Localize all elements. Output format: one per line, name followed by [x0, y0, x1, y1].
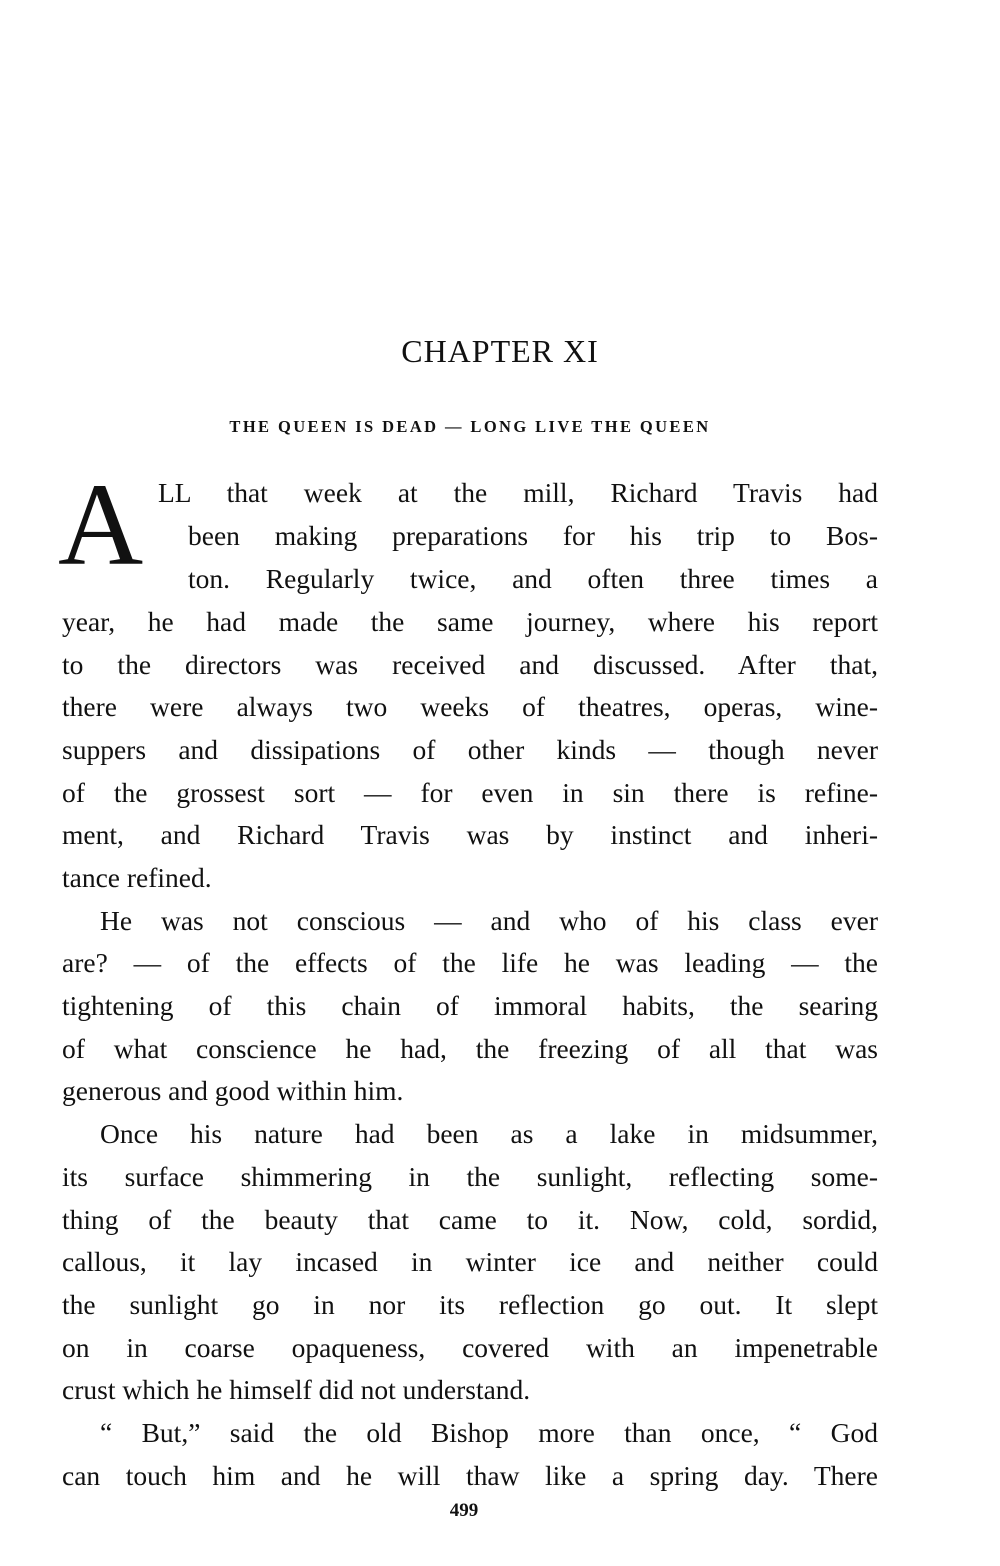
text-line: tightening of this chain of immoral habits, the searing — [62, 990, 878, 1021]
text-line: Once his nature had been as a lake in midsummer, — [100, 1118, 878, 1149]
text-line: the sunlight go in nor its reflection go out. It slept — [62, 1289, 878, 1320]
text-line: been making preparations for his trip to Bos- — [188, 520, 878, 551]
text-line: He was not conscious — and who of his class ever — [100, 905, 878, 936]
text-line: tance refined. — [62, 862, 212, 893]
text-line: of what conscience he had, the freezing of all that was — [62, 1033, 878, 1064]
text-line: crust which he himself did not understand. — [62, 1374, 531, 1405]
text-line: on in coarse opaqueness, covered with an impenetrable — [62, 1332, 878, 1363]
text-line: ton. Regularly twice, and often three times a — [188, 563, 878, 594]
text-line: LL that week at the mill, Richard Travis had — [158, 477, 878, 508]
chapter-subtitle: THE QUEEN IS DEAD — LONG LIVE THE QUEEN — [229, 417, 711, 436]
text-line: generous and good within him. — [62, 1075, 404, 1106]
text-line: can touch him and he will thaw like a spring day. There — [62, 1460, 878, 1491]
text-line: to the directors was received and discussed. After that, — [62, 649, 878, 680]
text-line: callous, it lay incased in winter ice and neither could — [62, 1246, 878, 1277]
text-line: of the grossest sort — for even in sin there is refine- — [62, 777, 878, 808]
text-line: ment, and Richard Travis was by instinct and inheri- — [62, 819, 878, 850]
text-line: suppers and dissipations of other kinds — though never — [62, 734, 878, 765]
text-line: there were always two weeks of theatres, operas, wine- — [62, 691, 878, 722]
text-line: thing of the beauty that came to it. Now, cold, sordid, — [62, 1204, 878, 1235]
text-line: are? — of the effects of the life he was leading — the — [62, 947, 878, 978]
text-line: its surface shimmering in the sunlight, reflecting some- — [62, 1161, 878, 1192]
chapter-title: CHAPTER XI — [401, 333, 599, 369]
drop-cap: A — [58, 459, 144, 590]
page-number: 499 — [449, 1500, 479, 1521]
text-line: year, he had made the same journey, where his report — [62, 606, 878, 637]
text-line: “ But,” said the old Bishop more than once, “ God — [100, 1417, 878, 1448]
